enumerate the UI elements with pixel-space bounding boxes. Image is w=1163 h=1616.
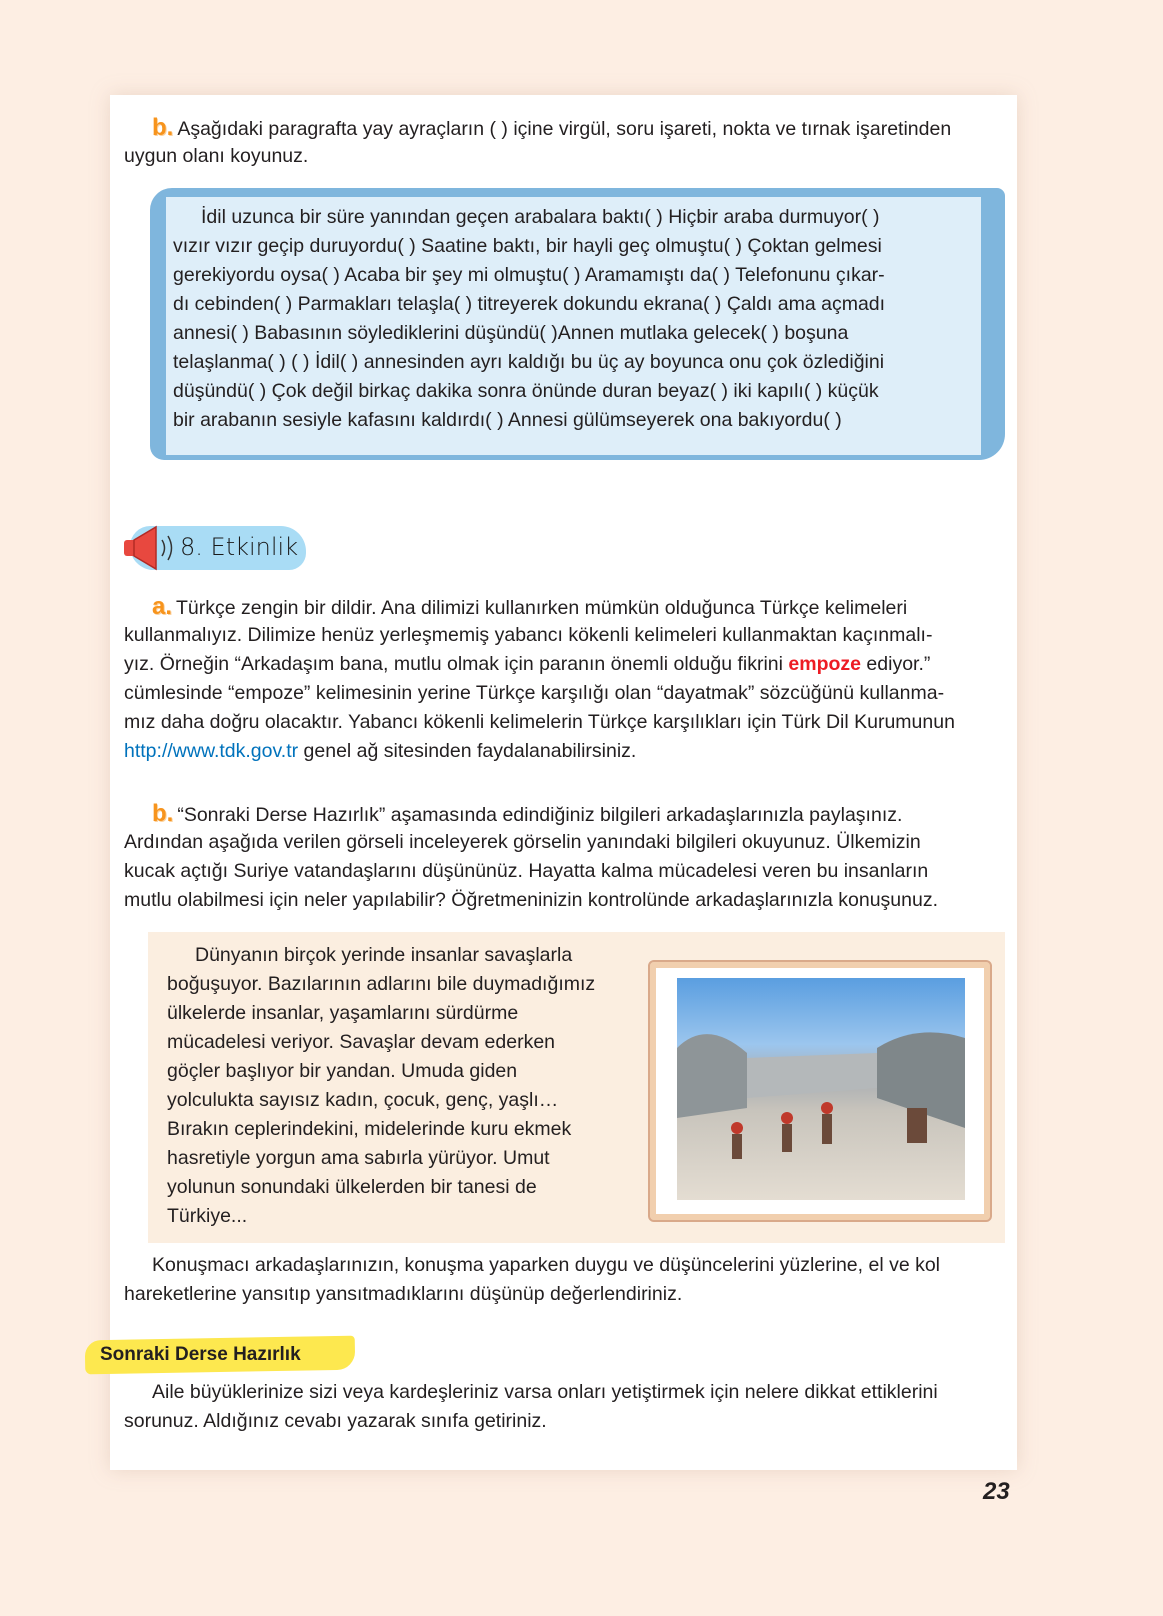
- exercise-b-instructions: [124, 113, 951, 171]
- text-line: İdil uzunca bir süre yanından geçen arabalara baktı( ) Hiçbir araba durmuyor( ): [201, 206, 880, 228]
- speaker-icon: [122, 524, 178, 572]
- activity-title: 8. Etkinlik: [180, 533, 299, 561]
- text-line: uygun olanı koyunuz.: [124, 145, 309, 167]
- text-line: bir arabanın sesiyle kafasını kaldırdı( ) Annesi gülümseyerek ona bakıyordu( ): [173, 409, 842, 431]
- text-line: hasretiyle yorgun ama sabırla yürüyor. Umut: [167, 1147, 550, 1169]
- text-line: telaşlanma( ) ( ) İdil( ) annesinden ayrı kaldığı bu üç ay boyunca onu çok özlediğini: [173, 351, 885, 373]
- refugee-camp-photo: [677, 978, 965, 1200]
- text-line: kullanmalıyız. Dilimize henüz yerleşmemiş yabancı kökenli kelimeleri kullanmaktan kaçınmalı-: [124, 624, 933, 646]
- text-line: mutlu olabilmesi için neler yapılabilir? Öğretmeninizin kontrolünde arkadaşlarınızla konuşunuz.: [124, 889, 939, 911]
- exercise-label: a.: [152, 593, 173, 620]
- text-line: kucak açtığı Suriye vatandaşlarını düşününüz. Hayatta kalma mücadelesi veren bu insanların: [124, 860, 929, 882]
- text-line: Aile büyüklerinize sizi veya kardeşleriniz varsa onları yetiştirmek için nelere dikkat ettiklerini: [152, 1381, 938, 1403]
- text-line: boğuşuyor. Bazılarının adlarını bile duymadığımız: [167, 973, 596, 995]
- text-line: Ardından aşağıda verilen görseli inceleyerek görselin yanındaki bilgileri okuyunuz. Ülkemizin: [124, 831, 921, 853]
- text-line: dı cebinden( ) Parmakları telaşla( ) titreyerek dokundu ekrana( ) Çaldı ama açmadı: [173, 293, 886, 315]
- tdk-link[interactable]: http://www.tdk.gov.tr: [124, 740, 299, 762]
- text-line: Türkçe zengin bir dildir. Ana dilimizi kullanırken mümkün olduğunca Türkçe kelimeleri: [176, 597, 908, 619]
- exercise-a: [124, 592, 955, 766]
- exercise-label: b.: [152, 114, 174, 141]
- highlighted-word: empoze: [788, 653, 861, 675]
- text-line: göçler başlıyor bir yandan. Umuda giden: [167, 1060, 518, 1082]
- text-line: cümlesinde “empoze” kelimesinin yerine Türkçe karşılığı olan “dayatmak” sözcüğünü kullanma-: [124, 682, 945, 704]
- text-line: ediyor.”: [861, 653, 931, 675]
- text-line: Konuşmacı arkadaşlarınızın, konuşma yaparken duygu ve düşüncelerini yüzlerine, el ve kol: [152, 1254, 941, 1276]
- text-line: yız. Örneğin “Arkadaşım bana, mutlu olmak için paranın önemli olduğu fikrini: [124, 653, 789, 675]
- text-line: Türkiye...: [167, 1205, 248, 1227]
- exercise-b: [124, 799, 938, 915]
- text-line: vızır vızır geçip duruyordu( ) Saatine baktı, bir hayli geç olmuştu( ) Çoktan gelmesi: [173, 235, 882, 257]
- story-paragraph: [173, 203, 885, 435]
- page-number: 23: [983, 1478, 1010, 1505]
- text-line: Bırakın ceplerindekini, midelerinde kuru ekmek: [167, 1118, 572, 1140]
- text-line: sorunuz. Aldığınız cevabı yazarak sınıfa getiriniz.: [124, 1410, 547, 1432]
- activity-header: [122, 522, 307, 574]
- text-line: düşündü( ) Çok değil birkaç dakika sonra önünde duran beyaz( ) iki kapılı( ) küçük: [173, 380, 879, 402]
- text-line: Aşağıdaki paragrafta yay ayraçların ( ) içine virgül, soru işareti, nokta ve tırnak işaretinden: [177, 118, 952, 140]
- text-line: yolculukta sayısız kadın, çocuk, genç, yaşlı…: [167, 1089, 559, 1111]
- next-lesson-title: Sonraki Derse Hazırlık: [100, 1344, 301, 1365]
- text-line: Dünyanın birçok yerinde insanlar savaşlarla: [195, 944, 573, 966]
- text-line: mız daha doğru olacaktır. Yabancı kökenli kelimelerin Türkçe karşılıkları için Türk Dil Kurumunun: [124, 711, 955, 733]
- closing-paragraph: [124, 1251, 940, 1309]
- text-line: hareketlerine yansıtıp yansıtmadıklarını düşünüp değerlendiriniz.: [124, 1283, 683, 1305]
- text-line: gerekiyordu oysa( ) Acaba bir şey mi olmuştu( ) Aramamıştı da( ) Telefonunu çıkar-: [173, 264, 885, 286]
- exercise-label: b.: [152, 800, 174, 827]
- text-line: genel ağ sitesinden faydalanabilirsiniz.: [298, 740, 637, 762]
- reading-paragraph: [167, 941, 595, 1231]
- next-lesson-paragraph: [124, 1378, 938, 1436]
- text-line: mücadelesi veriyor. Savaşlar devam ederken: [167, 1031, 556, 1053]
- text-line: yolunun sonundaki ülkelerden bir tanesi de: [167, 1176, 537, 1198]
- text-line: annesi( ) Babasının söylediklerini düşündü( )Annen mutlaka gelecek( ) boşuna: [173, 322, 849, 344]
- text-line: ülkelerde insanlar, yaşamlarını sürdürme: [167, 1002, 519, 1024]
- text-line: “Sonraki Derse Hazırlık” aşamasında edindiğiniz bilgileri arkadaşlarınızla paylaşınız.: [177, 804, 903, 826]
